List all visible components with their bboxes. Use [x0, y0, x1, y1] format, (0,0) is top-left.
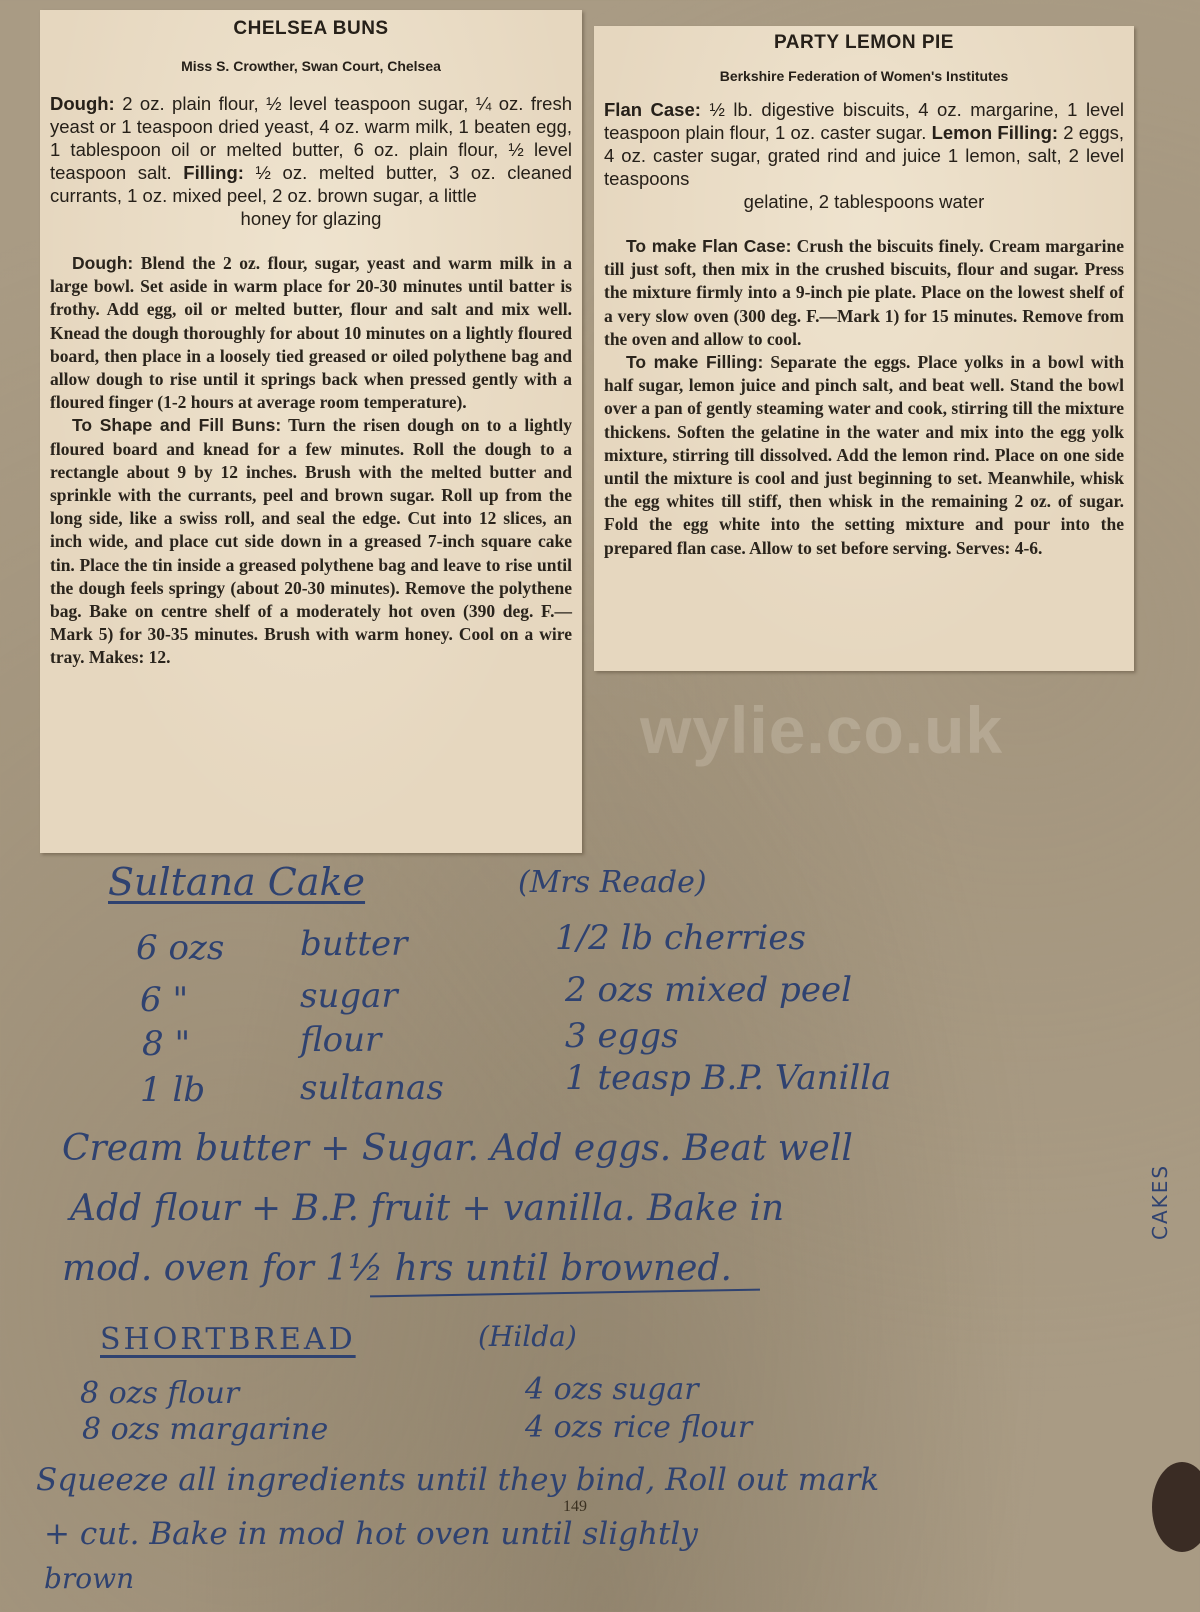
method-filling-text: Separate the eggs. Place yolks in a bowl with half sugar, lemon juice and pinch salt, and beat well. Stand the bowl over a pan of gently steaming water and cook, stirring till the mixture thickens. Soften the gelatine in the water and mix into the egg yolk mixture, stirring till dissolved. Add the lemon rind. Place on one side until the mixture is cool and just beginning to set. Meanwhile, whisk the egg whites till stiff, then whisk in the remaining 2 oz. of sugar. Fold the egg white into the setting mixture and pour into the prepared flan case. Allow to set before serving. Serves: 4-6. [604, 352, 1124, 558]
method-dough-label: Dough: [72, 253, 134, 273]
filling-ingredients: ½ oz. melted butter, 3 oz. cleaned currants, 1 oz. mixed peel, 2 oz. brown sugar, a little [50, 162, 572, 206]
party-lemon-pie-clipping [594, 26, 1134, 671]
sultana-ingredient-name: sugar [300, 976, 398, 1016]
shortbread-ingredient-left: 8 ozs flour [80, 1376, 240, 1411]
filling-last-line: honey for glazing [240, 208, 382, 229]
sultana-cake-author: (Mrs Reade) [518, 865, 707, 900]
lemon-label: Lemon Filling: [931, 122, 1059, 143]
method-filling-paragraph [604, 351, 1124, 560]
sultana-ingredient-qty: 1 lb [140, 1070, 206, 1110]
shortbread-ingredient-right: 4 ozs rice flour [525, 1410, 753, 1445]
sultana-ingredient-name: flour [300, 1020, 382, 1060]
flan-label: Flan Case: [604, 99, 701, 120]
shortbread-method-line: brown [44, 1562, 135, 1595]
sultana-method-line: Add flour + B.P. fruit + vanilla. Bake in [70, 1188, 785, 1229]
method-dough-text: Blend the 2 oz. flour, sugar, yeast and warm milk in a large bowl. Set aside in warm place for 20-30 minutes until batter is frothy. Add egg, oil or melted butter, flour and salt and mix well. Knead the dough thoroughly for about 10 minutes on a lightly floured board, then place in a loosely tied greased or oiled polythene bag and allow dough to rise until it springs back when pressed gently with a floured finger (1-2 hours at average room temperature). [50, 253, 572, 413]
method-dough-paragraph [50, 252, 572, 414]
shortbread-ingredient-right: 4 ozs sugar [525, 1372, 699, 1407]
dough-label: Dough: [50, 93, 115, 114]
lemon-ingredients: 2 eggs, 4 oz. caster sugar, grated rind and juice 1 lemon, salt, 2 level teaspoons [604, 122, 1125, 189]
binder-hole [1152, 1462, 1200, 1552]
sultana-method-line: mod. oven for 1½ hrs until browned. [62, 1248, 732, 1289]
shortbread-ingredient-left: 8 ozs margarine [82, 1412, 329, 1447]
flan-ingredients: ½ lb. digestive biscuits, 4 oz. margarine, 1 level teaspoon plain flour, 1 oz. caster sugar. [604, 99, 1124, 143]
ingredients-block [604, 98, 1124, 213]
clipping-title: PARTY LEMON PIE [774, 32, 954, 53]
ingredients-block [50, 92, 572, 230]
lemon-last-line: gelatine, 2 tablespoons water [743, 191, 985, 212]
method-flan-paragraph [604, 235, 1124, 351]
sultana-ingredient-name: sultanas [300, 1068, 444, 1108]
shortbread-author: (Hilda) [478, 1320, 577, 1353]
method-block [50, 252, 572, 670]
emphasis-underline [370, 1289, 760, 1298]
sultana-cake-title: Sultana Cake [108, 860, 366, 904]
clipping-byline: Berkshire Federation of Women's Institutes [719, 68, 1009, 84]
method-shape-paragraph [50, 414, 572, 669]
chelsea-buns-clipping [40, 10, 582, 853]
dough-ingredients: 2 oz. plain flour, ½ level teaspoon sugar, ¼ oz. fresh yeast or 1 teaspoon dried yeast, 4 oz. warm milk, 1 beaten egg, 1 tablespoon oil or melted butter, 6 oz. plain flour, ½ level teaspoon salt. [50, 93, 573, 183]
clipping-title: CHELSEA BUNS [233, 18, 389, 39]
sultana-ingredient-name: butter [300, 924, 408, 964]
method-flan-label: To make Flan Case: [626, 236, 792, 256]
sultana-ingredient-right: 1/2 lb cherries [555, 918, 806, 958]
method-filling-label: To make Filling: [626, 352, 764, 373]
section-tab-label: CAKES [1148, 1163, 1172, 1240]
sultana-ingredient-qty: 6 ozs [136, 928, 225, 968]
filling-label: Filling: [183, 162, 244, 183]
method-shape-label: To Shape and Fill Buns: [72, 415, 282, 436]
sultana-ingredient-qty: 6 " [140, 980, 189, 1020]
sultana-method-line: Cream butter + Sugar. Add eggs. Beat well [62, 1128, 853, 1169]
shortbread-title: SHORTBREAD [100, 1322, 356, 1357]
sultana-ingredient-qty: 8 " [142, 1024, 191, 1064]
watermark: wylie.co.uk [640, 693, 1004, 767]
method-shape-text: Turn the risen dough on to a lightly floured board and knead for a few minutes. Roll the dough to a rectangle about 9 by 12 inches. Brush with the melted butter and sprinkle with the currants, peel and brown sugar. Roll up from the long side, like a swiss roll, and seal the edge. Cut into 12 slices, an inch wide, and place cut side down in a greased 7-inch square cake tin. Place the tin inside a greased polythene bag and leave to rise until the dough feels springy (about 20-30 minutes). Remove the polythene bag. Bake on centre shelf of a moderately hot oven (390 deg. F.—Mark 5) for 30-35 minutes. Brush with warm honey. Cool on a wire tray. Makes: 12. [50, 415, 572, 668]
clipping-byline: Miss S. Crowther, Swan Court, Chelsea [181, 58, 441, 74]
method-block [604, 235, 1124, 560]
shortbread-method-line: Squeeze all ingredients until they bind, Roll out mark [36, 1462, 880, 1498]
shortbread-method-line: + cut. Bake in mod hot oven until slightly [44, 1516, 698, 1552]
sultana-ingredient-right: 2 ozs mixed peel [565, 970, 852, 1010]
sultana-ingredient-right: 3 eggs [565, 1016, 679, 1056]
page-number: 149 [563, 1498, 587, 1515]
method-flan-text: Crush the biscuits finely. Cream margarine till just soft, then mix in the crushed biscuits, flour and sugar. Press the mixture firmly into a 9-inch pie plate. Place on the lowest shelf of a very slow oven (300 deg. F.—Mark 1) for 15 minutes. Remove from the oven and allow to cool. [604, 236, 1124, 349]
sultana-ingredient-right: 1 teasp B.P. Vanilla [565, 1058, 892, 1098]
